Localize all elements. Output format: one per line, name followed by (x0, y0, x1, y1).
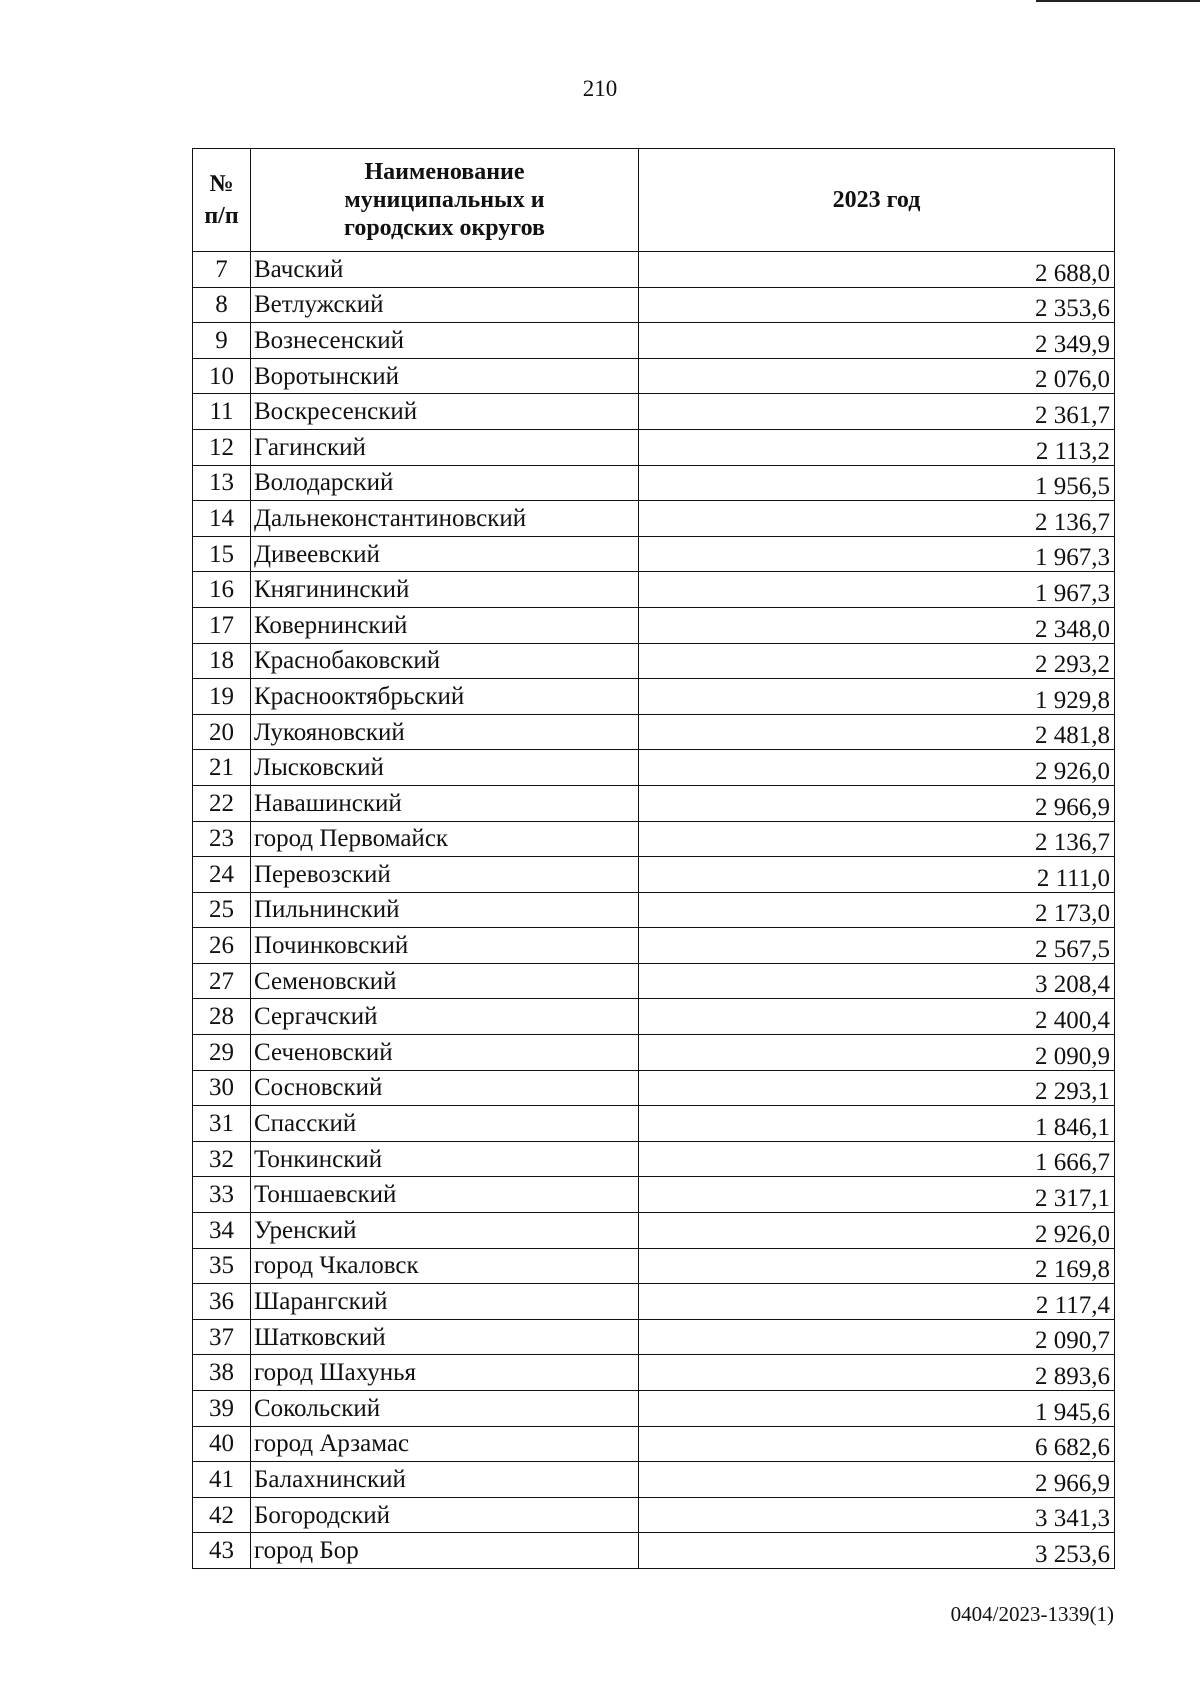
row-number: 21 (193, 750, 251, 786)
row-name: Дальнеконстантиновский (251, 501, 639, 537)
row-name: Краснобаковский (251, 643, 639, 679)
row-name: Починковский (251, 928, 639, 964)
row-name: Ветлужский (251, 287, 639, 323)
table-row (193, 1141, 1115, 1177)
row-name: Уренский (251, 1213, 639, 1249)
row-number: 25 (193, 892, 251, 928)
row-value: 2 113,2 (639, 429, 1115, 465)
header-name-line: муниципальных и (344, 186, 545, 213)
row-name: Сокольский (251, 1391, 639, 1427)
header-name-line: Наименование (364, 158, 525, 185)
row-value: 1 945,6 (639, 1391, 1115, 1427)
table-row (193, 1319, 1115, 1355)
row-value: 3 253,6 (639, 1533, 1115, 1569)
row-name: Краснооктябрьский (251, 679, 639, 715)
row-value: 2 349,9 (639, 323, 1115, 359)
table-row (193, 643, 1115, 679)
table-row (193, 857, 1115, 893)
row-value: 1 929,8 (639, 679, 1115, 715)
row-name: город Шахунья (251, 1355, 639, 1391)
header-value: 2023 год (639, 149, 1115, 252)
data-table (192, 148, 1115, 1569)
header-num-line: п/п (204, 203, 239, 229)
row-name: Спасский (251, 1106, 639, 1142)
row-value: 2 481,8 (639, 714, 1115, 750)
row-name: Лысковский (251, 750, 639, 786)
row-name: город Арзамас (251, 1426, 639, 1462)
header-num-line: № (209, 170, 234, 197)
row-name: Шарангский (251, 1284, 639, 1320)
row-value: 2 169,8 (639, 1248, 1115, 1284)
row-value: 2 136,7 (639, 821, 1115, 857)
row-name: Володарский (251, 465, 639, 501)
table-body (193, 252, 1115, 1569)
table-row (193, 785, 1115, 821)
row-number: 11 (193, 394, 251, 430)
table-row (193, 999, 1115, 1035)
header-num (193, 149, 251, 252)
row-number: 17 (193, 607, 251, 643)
row-value: 3 341,3 (639, 1497, 1115, 1533)
table-row (193, 1426, 1115, 1462)
row-name: Гагинский (251, 429, 639, 465)
row-value: 2 173,0 (639, 892, 1115, 928)
table-row (193, 821, 1115, 857)
row-value: 6 682,6 (639, 1426, 1115, 1462)
row-number: 20 (193, 714, 251, 750)
row-name: Воротынский (251, 358, 639, 394)
table-row (193, 714, 1115, 750)
row-number: 14 (193, 501, 251, 537)
row-value: 2 893,6 (639, 1355, 1115, 1391)
table-row (193, 1248, 1115, 1284)
row-number: 16 (193, 572, 251, 608)
table-header (193, 149, 1115, 252)
row-number: 34 (193, 1213, 251, 1249)
table-row (193, 1355, 1115, 1391)
row-number: 7 (193, 252, 251, 288)
row-value: 1 666,7 (639, 1141, 1115, 1177)
row-number: 41 (193, 1462, 251, 1498)
row-number: 31 (193, 1106, 251, 1142)
row-number: 27 (193, 963, 251, 999)
table-row (193, 928, 1115, 964)
row-number: 35 (193, 1248, 251, 1284)
table-row (193, 358, 1115, 394)
table-row (193, 1462, 1115, 1498)
row-name: Дивеевский (251, 536, 639, 572)
row-name: Сеченовский (251, 1035, 639, 1071)
row-number: 18 (193, 643, 251, 679)
table-row (193, 963, 1115, 999)
table-row (193, 465, 1115, 501)
row-name: Балахнинский (251, 1462, 639, 1498)
table-row (193, 679, 1115, 715)
row-number: 8 (193, 287, 251, 323)
row-value: 2 293,1 (639, 1070, 1115, 1106)
row-number: 42 (193, 1497, 251, 1533)
table-row (193, 1106, 1115, 1142)
row-value: 1 967,3 (639, 572, 1115, 608)
row-number: 39 (193, 1391, 251, 1427)
row-name: Вачский (251, 252, 639, 288)
row-value: 2 688,0 (639, 252, 1115, 288)
row-number: 23 (193, 821, 251, 857)
table-row (193, 536, 1115, 572)
row-number: 22 (193, 785, 251, 821)
row-value: 2 966,9 (639, 785, 1115, 821)
row-value: 2 966,9 (639, 1462, 1115, 1498)
row-number: 12 (193, 429, 251, 465)
row-number: 15 (193, 536, 251, 572)
table-row (193, 1391, 1115, 1427)
table-row (193, 1035, 1115, 1071)
row-number: 36 (193, 1284, 251, 1320)
row-value: 3 208,4 (639, 963, 1115, 999)
page-number: 210 (582, 76, 618, 101)
row-number: 30 (193, 1070, 251, 1106)
row-value: 1 956,5 (639, 465, 1115, 501)
row-value: 2 348,0 (639, 607, 1115, 643)
row-number: 28 (193, 999, 251, 1035)
table-row (193, 607, 1115, 643)
row-number: 9 (193, 323, 251, 359)
row-value: 2 317,1 (639, 1177, 1115, 1213)
row-value: 2 926,0 (639, 750, 1115, 786)
row-number: 10 (193, 358, 251, 394)
row-name: Сергачский (251, 999, 639, 1035)
row-name: Лукояновский (251, 714, 639, 750)
row-number: 24 (193, 857, 251, 893)
table-row (193, 750, 1115, 786)
table-row (193, 1177, 1115, 1213)
row-value: 2 926,0 (639, 1213, 1115, 1249)
row-value: 2 136,7 (639, 501, 1115, 537)
table-row (193, 1497, 1115, 1533)
row-number: 19 (193, 679, 251, 715)
table-row (193, 394, 1115, 430)
row-name: Воскресенский (251, 394, 639, 430)
row-name: Вознесенский (251, 323, 639, 359)
row-number: 37 (193, 1319, 251, 1355)
row-value: 2 361,7 (639, 394, 1115, 430)
row-value: 2 400,4 (639, 999, 1115, 1035)
row-number: 40 (193, 1426, 251, 1462)
row-value: 1 846,1 (639, 1106, 1115, 1142)
row-name: город Первомайск (251, 821, 639, 857)
table-row (193, 1070, 1115, 1106)
row-value: 2 090,7 (639, 1319, 1115, 1355)
header-name (251, 149, 639, 252)
table-row (193, 252, 1115, 288)
row-name: Пильнинский (251, 892, 639, 928)
row-value: 2 117,4 (639, 1284, 1115, 1320)
row-number: 43 (193, 1533, 251, 1569)
row-name: Княгининский (251, 572, 639, 608)
row-number: 13 (193, 465, 251, 501)
row-number: 32 (193, 1141, 251, 1177)
row-value: 2 293,2 (639, 643, 1115, 679)
row-value: 1 967,3 (639, 536, 1115, 572)
table-row (193, 287, 1115, 323)
table-row (193, 323, 1115, 359)
row-name: Тонкинский (251, 1141, 639, 1177)
row-number: 38 (193, 1355, 251, 1391)
row-value: 2 567,5 (639, 928, 1115, 964)
row-value: 2 353,6 (639, 287, 1115, 323)
document-code: 0404/2023-1339(1) (950, 1602, 1114, 1626)
row-number: 26 (193, 928, 251, 964)
row-name: Семеновский (251, 963, 639, 999)
table-row (193, 572, 1115, 608)
table-row (193, 501, 1115, 537)
row-name: Шатковский (251, 1319, 639, 1355)
row-number: 29 (193, 1035, 251, 1071)
table-row (193, 1533, 1115, 1569)
row-name: Сосновский (251, 1070, 639, 1106)
row-name: город Чкаловск (251, 1248, 639, 1284)
row-name: Богородский (251, 1497, 639, 1533)
row-name: Навашинский (251, 785, 639, 821)
row-name: город Бор (251, 1533, 639, 1569)
row-name: Перевозский (251, 857, 639, 893)
table-row (193, 429, 1115, 465)
table-row (193, 1213, 1115, 1249)
row-value: 2 090,9 (639, 1035, 1115, 1071)
row-value: 2 111,0 (639, 857, 1115, 893)
row-value: 2 076,0 (639, 358, 1115, 394)
table-row (193, 1284, 1115, 1320)
top-rule (1036, 0, 1200, 2)
header-name-line: городских округов (344, 215, 545, 242)
row-name: Ковернинский (251, 607, 639, 643)
row-number: 33 (193, 1177, 251, 1213)
row-name: Тоншаевский (251, 1177, 639, 1213)
header-row (193, 149, 1115, 252)
table-row (193, 892, 1115, 928)
